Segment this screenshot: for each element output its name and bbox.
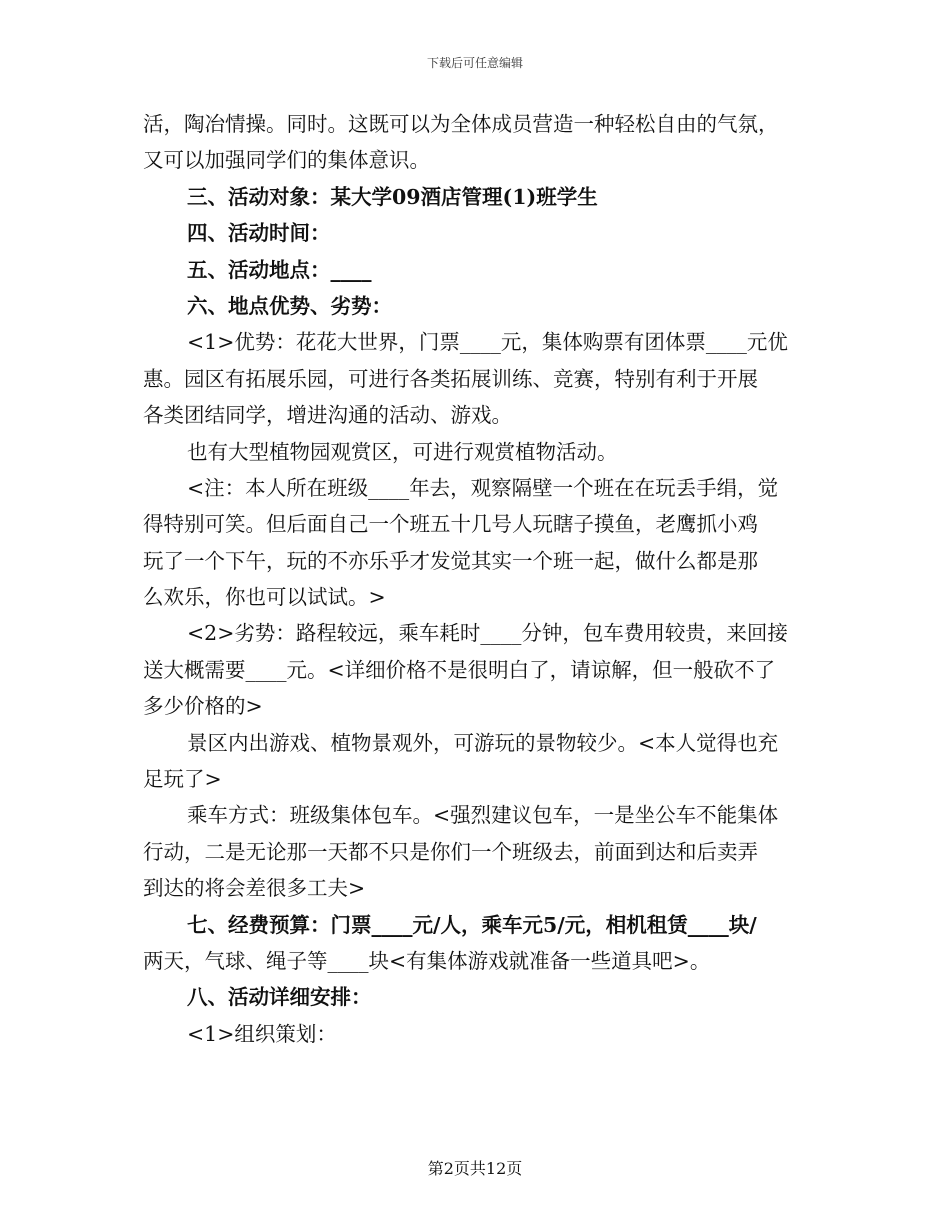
section-heading: 八、活动详细安排： xyxy=(187,985,372,1010)
section-heading: 六、地点优势、劣势： xyxy=(187,293,392,318)
text-line: 各类团结同学，增进沟通的活动、游戏。 xyxy=(143,403,512,428)
text-line: 足玩了> xyxy=(143,767,222,792)
paragraph-start: 乘车方式：班级集体包车。<强烈建议包车，一是坐公车不能集体 xyxy=(187,803,779,828)
text-line: 又可以加强同学们的集体意识。 xyxy=(143,148,430,173)
paragraph-start: 景区内出游戏、植物景观外，可游玩的景物较少。<本人觉得也充 xyxy=(187,730,779,755)
paragraph-start: <1>优势：花花大世界，门票____元，集体购票有团体票____元优 xyxy=(187,330,788,355)
section-heading: 五、活动地点：____ xyxy=(187,257,372,282)
paragraph-start: 也有大型植物园观赏区，可进行观赏植物活动。 xyxy=(187,439,618,464)
paragraph-start: <注：本人所在班级____年去，观察隔壁一个班在在玩丢手绢，觉 xyxy=(187,475,779,500)
text-line: 得特别可笑。但后面自己一个班五十几号人玩瞎子摸鱼，老鹰抓小鸡 xyxy=(143,512,758,537)
text-line: 行动，二是无论那一天都不只是你们一个班级去，前面到达和后卖弄 xyxy=(143,839,758,864)
text-line: 活，陶冶情操。同时。这既可以为全体成员营造一种轻松自由的气氛， xyxy=(143,112,779,136)
text-line: 么欢乐，你也可以试试。> xyxy=(143,585,386,610)
text-line: 送大概需要____元。<详细价格不是很明白了，请谅解，但一般砍不了 xyxy=(143,657,776,682)
page-header: 下载后可任意编辑 xyxy=(426,56,523,70)
section-heading: 三、活动对象：某大学09酒店管理(1)班学生 xyxy=(187,184,598,209)
page-footer: 第2页共12页 xyxy=(427,1159,523,1178)
paragraph-start: 七、经费预算：门票____元/人，乘车元5/元，相机租赁____块/ xyxy=(187,912,757,937)
text-line: 多少价格的> xyxy=(143,694,263,719)
text-line: 两天，气球、绳子等____块<有集体游戏就准备一些道具吧>。 xyxy=(143,948,711,973)
paragraph-start: <2>劣势：路程较远，乘车耗时____分钟，包车费用较贵，来回接 xyxy=(187,621,788,646)
text-line: 惠。园区有拓展乐园，可进行各类拓展训练、竞赛，特别有利于开展 xyxy=(143,366,758,391)
text-line: 到达的将会差很多工夫> xyxy=(143,876,366,901)
paragraph-start: <1>组织策划： xyxy=(187,1021,337,1046)
text-line: 玩了一个下午，玩的不亦乐乎才发觉其实一个班一起，做什么都是那 xyxy=(143,548,758,573)
section-heading: 四、活动时间： xyxy=(187,221,331,246)
document-body xyxy=(143,106,811,1052)
